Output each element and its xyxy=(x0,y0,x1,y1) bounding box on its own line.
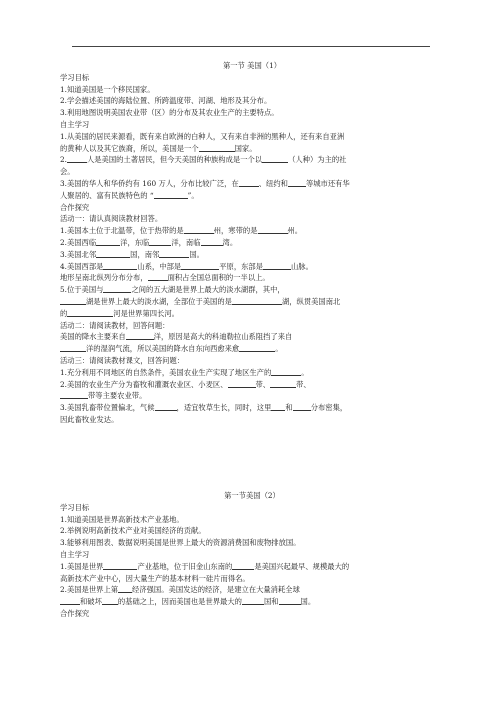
fill-blank[interactable] xyxy=(288,178,306,187)
fill-blank[interactable] xyxy=(60,343,86,352)
goals-heading: 学习目标 xyxy=(60,72,90,82)
self-study-2-line-2: 会。 xyxy=(60,167,75,177)
goal-1: 1.知道美国是一个移民国家。 xyxy=(60,84,155,94)
activity-3-heading: 活动三：请阅读教材课文，回答问题： xyxy=(60,355,185,365)
self-study-3-line-2: 人聚居的、富有民族特色的 “ ”。 xyxy=(60,190,199,200)
activity-2-heading: 活动二：请阅读教材，回答问题： xyxy=(60,320,170,330)
fill-blank[interactable] xyxy=(96,249,130,258)
activity-3-q3: 3.美国乳畜带位置偏北，气候 ，适宜牧草生长，同时，这里 和 分布密集， xyxy=(60,403,348,413)
activity-1-heading: 活动一：请认真阅读教材回答。 xyxy=(60,214,163,224)
fill-blank[interactable] xyxy=(67,308,113,317)
self-study-2-line-2: 和破坏 的基础之上，因而美国也是世界最大的 国和 国。 xyxy=(60,596,444,608)
fill-blank[interactable] xyxy=(102,596,118,605)
self-study-2-line-1: 2.美国是世界上第 经济强国。美国发达的经济，是建立在大量消耗全球 xyxy=(60,585,300,595)
fill-blank[interactable] xyxy=(242,596,264,605)
self-study-heading: 自主学习 xyxy=(60,549,90,559)
fill-blank[interactable] xyxy=(154,190,188,199)
fill-blank[interactable] xyxy=(60,390,88,399)
fill-blank[interactable] xyxy=(103,261,137,270)
fill-blank[interactable] xyxy=(232,561,254,570)
fill-blank[interactable] xyxy=(118,584,132,593)
self-study-2-line-1: 2. 人是美国的土著居民，但今天美国的种族构成是一个以 （人种）为主的社 xyxy=(60,155,347,165)
fill-blank[interactable] xyxy=(60,596,80,605)
cooperation-heading: 合作探究 xyxy=(60,202,90,212)
fill-blank[interactable] xyxy=(271,367,301,376)
section-2 xyxy=(60,490,444,620)
fill-blank[interactable] xyxy=(201,237,223,246)
fill-blank[interactable] xyxy=(258,225,288,234)
fill-blank[interactable] xyxy=(155,402,177,411)
activity-1-q4-line-2: 地形呈南北纵列分布分布， 面积占全国总面积的一半以上。 xyxy=(60,273,270,283)
fill-blank[interactable] xyxy=(184,225,214,234)
self-study-1-line-1: 1.从美国的居民来源看，既有来自欧洲的白种人，又有来自非洲的黑种人，还有来自亚洲 xyxy=(60,131,345,141)
section-2-title: 第一节美国（2） xyxy=(224,491,280,500)
fill-blank[interactable] xyxy=(263,261,291,270)
fill-blank[interactable] xyxy=(262,154,288,163)
activity-1-q5: 5.位于美国与 之间的五大湖是世界上最大的淡水湖群，其中， xyxy=(60,285,285,295)
fill-blank[interactable] xyxy=(239,178,259,187)
fill-blank[interactable] xyxy=(270,379,296,388)
goals-heading: 学习目标 xyxy=(60,502,90,512)
activity-3-q1: 1.充分利用不同地区的自然条件，美国农业生产实现了地区生产的 。 xyxy=(60,367,309,377)
fill-blank[interactable] xyxy=(239,343,275,352)
section-1 xyxy=(60,60,444,426)
activity-3-q2-line-2: 带等主要农业带。 xyxy=(60,390,444,402)
goal-2: 2.学会描述美国的海陆位置、所跨温度带、河湖、地形及其分布。 xyxy=(60,96,272,106)
fill-blank[interactable] xyxy=(228,379,256,388)
cooperation-heading: 合作探究 xyxy=(60,608,90,618)
activity-1-q3: 3.美国北邻 国，南邻 国。 xyxy=(60,249,204,259)
activity-1-q4: 4.美国西部是 山系，中部是 平原，东部是 山脉。 xyxy=(60,261,313,271)
goal-1: 1.知道美国是世界高新技术产业基地。 xyxy=(60,514,184,524)
activity-3-q2: 2.美国的农业生产分为畜牧和灌溉农业区、小麦区、 带、 带、 xyxy=(60,379,311,389)
self-study-1-line-1: 1.美国是世界 产业基地，位于旧金山东南的 是美国兴起最早、规模最大的 xyxy=(60,561,350,571)
activity-1-q2: 2.美国西临 洋，东临 洋，南临 湾。 xyxy=(60,237,238,247)
top-rule xyxy=(72,46,430,47)
fill-blank[interactable] xyxy=(271,402,285,411)
goal-3: 3.利用地图说明美国农业带（区）的分布及其农业生产的主要特点。 xyxy=(60,108,279,118)
self-study-1-line-2: 的黄种人以及其它族裔，所以，美国是一个 国家。 xyxy=(60,143,257,153)
fill-blank[interactable] xyxy=(149,237,171,246)
self-study-heading: 自主学习 xyxy=(60,119,90,129)
activity-1-q1: 1.美国本土位于北温带，位于热带的是 州，寒带的是 州。 xyxy=(60,226,303,236)
section-1-title: 第一节 美国（1） xyxy=(222,61,282,70)
fill-blank[interactable] xyxy=(67,154,87,163)
fill-blank[interactable] xyxy=(60,296,86,305)
fill-blank[interactable] xyxy=(279,596,301,605)
fill-blank[interactable] xyxy=(181,261,219,270)
activity-2-q1-line-2: 洋的湿润气流，所以美国的降水自东向西愈来愈 。 xyxy=(60,343,444,355)
fill-blank[interactable] xyxy=(199,143,235,152)
fill-blank[interactable] xyxy=(103,561,137,570)
activity-3-q3-line-2: 因此畜牧业发达。 xyxy=(60,414,119,424)
fill-blank[interactable] xyxy=(232,296,282,305)
self-study-1-line-2: 高新技术产业中心，因大量生产的基本材料一硅片而得名。 xyxy=(60,573,250,583)
goal-3: 3.能够利用图表、数据说明美国是世界上最大的资源消费国和废物排放国。 xyxy=(60,538,301,548)
fill-blank[interactable] xyxy=(159,249,189,258)
fill-blank[interactable] xyxy=(103,284,131,293)
fill-blank[interactable] xyxy=(96,237,120,246)
fill-blank[interactable] xyxy=(293,402,311,411)
self-study-3-line-1: 3.美国的华人和华侨约有 160 万人，分布比较广泛，在 、纽约和 等城市还有华 xyxy=(60,178,350,188)
fill-blank[interactable] xyxy=(148,272,168,281)
activity-1-q5-line-2: 湖是世界上最大的淡水湖，全部位于美国的是 湖，纵贯美国南北 xyxy=(60,296,444,308)
goal-2: 2.举例说明高新技术产业对美国经济的贡献。 xyxy=(60,526,206,536)
activity-1-q5-line-3: 的 河是世界第四长河。 xyxy=(60,308,179,318)
activity-2-q1: 美国的降水主要来自 洋，原因是高大的科迪勒拉山系阻挡了来自 xyxy=(60,332,293,342)
fill-blank[interactable] xyxy=(126,331,154,340)
